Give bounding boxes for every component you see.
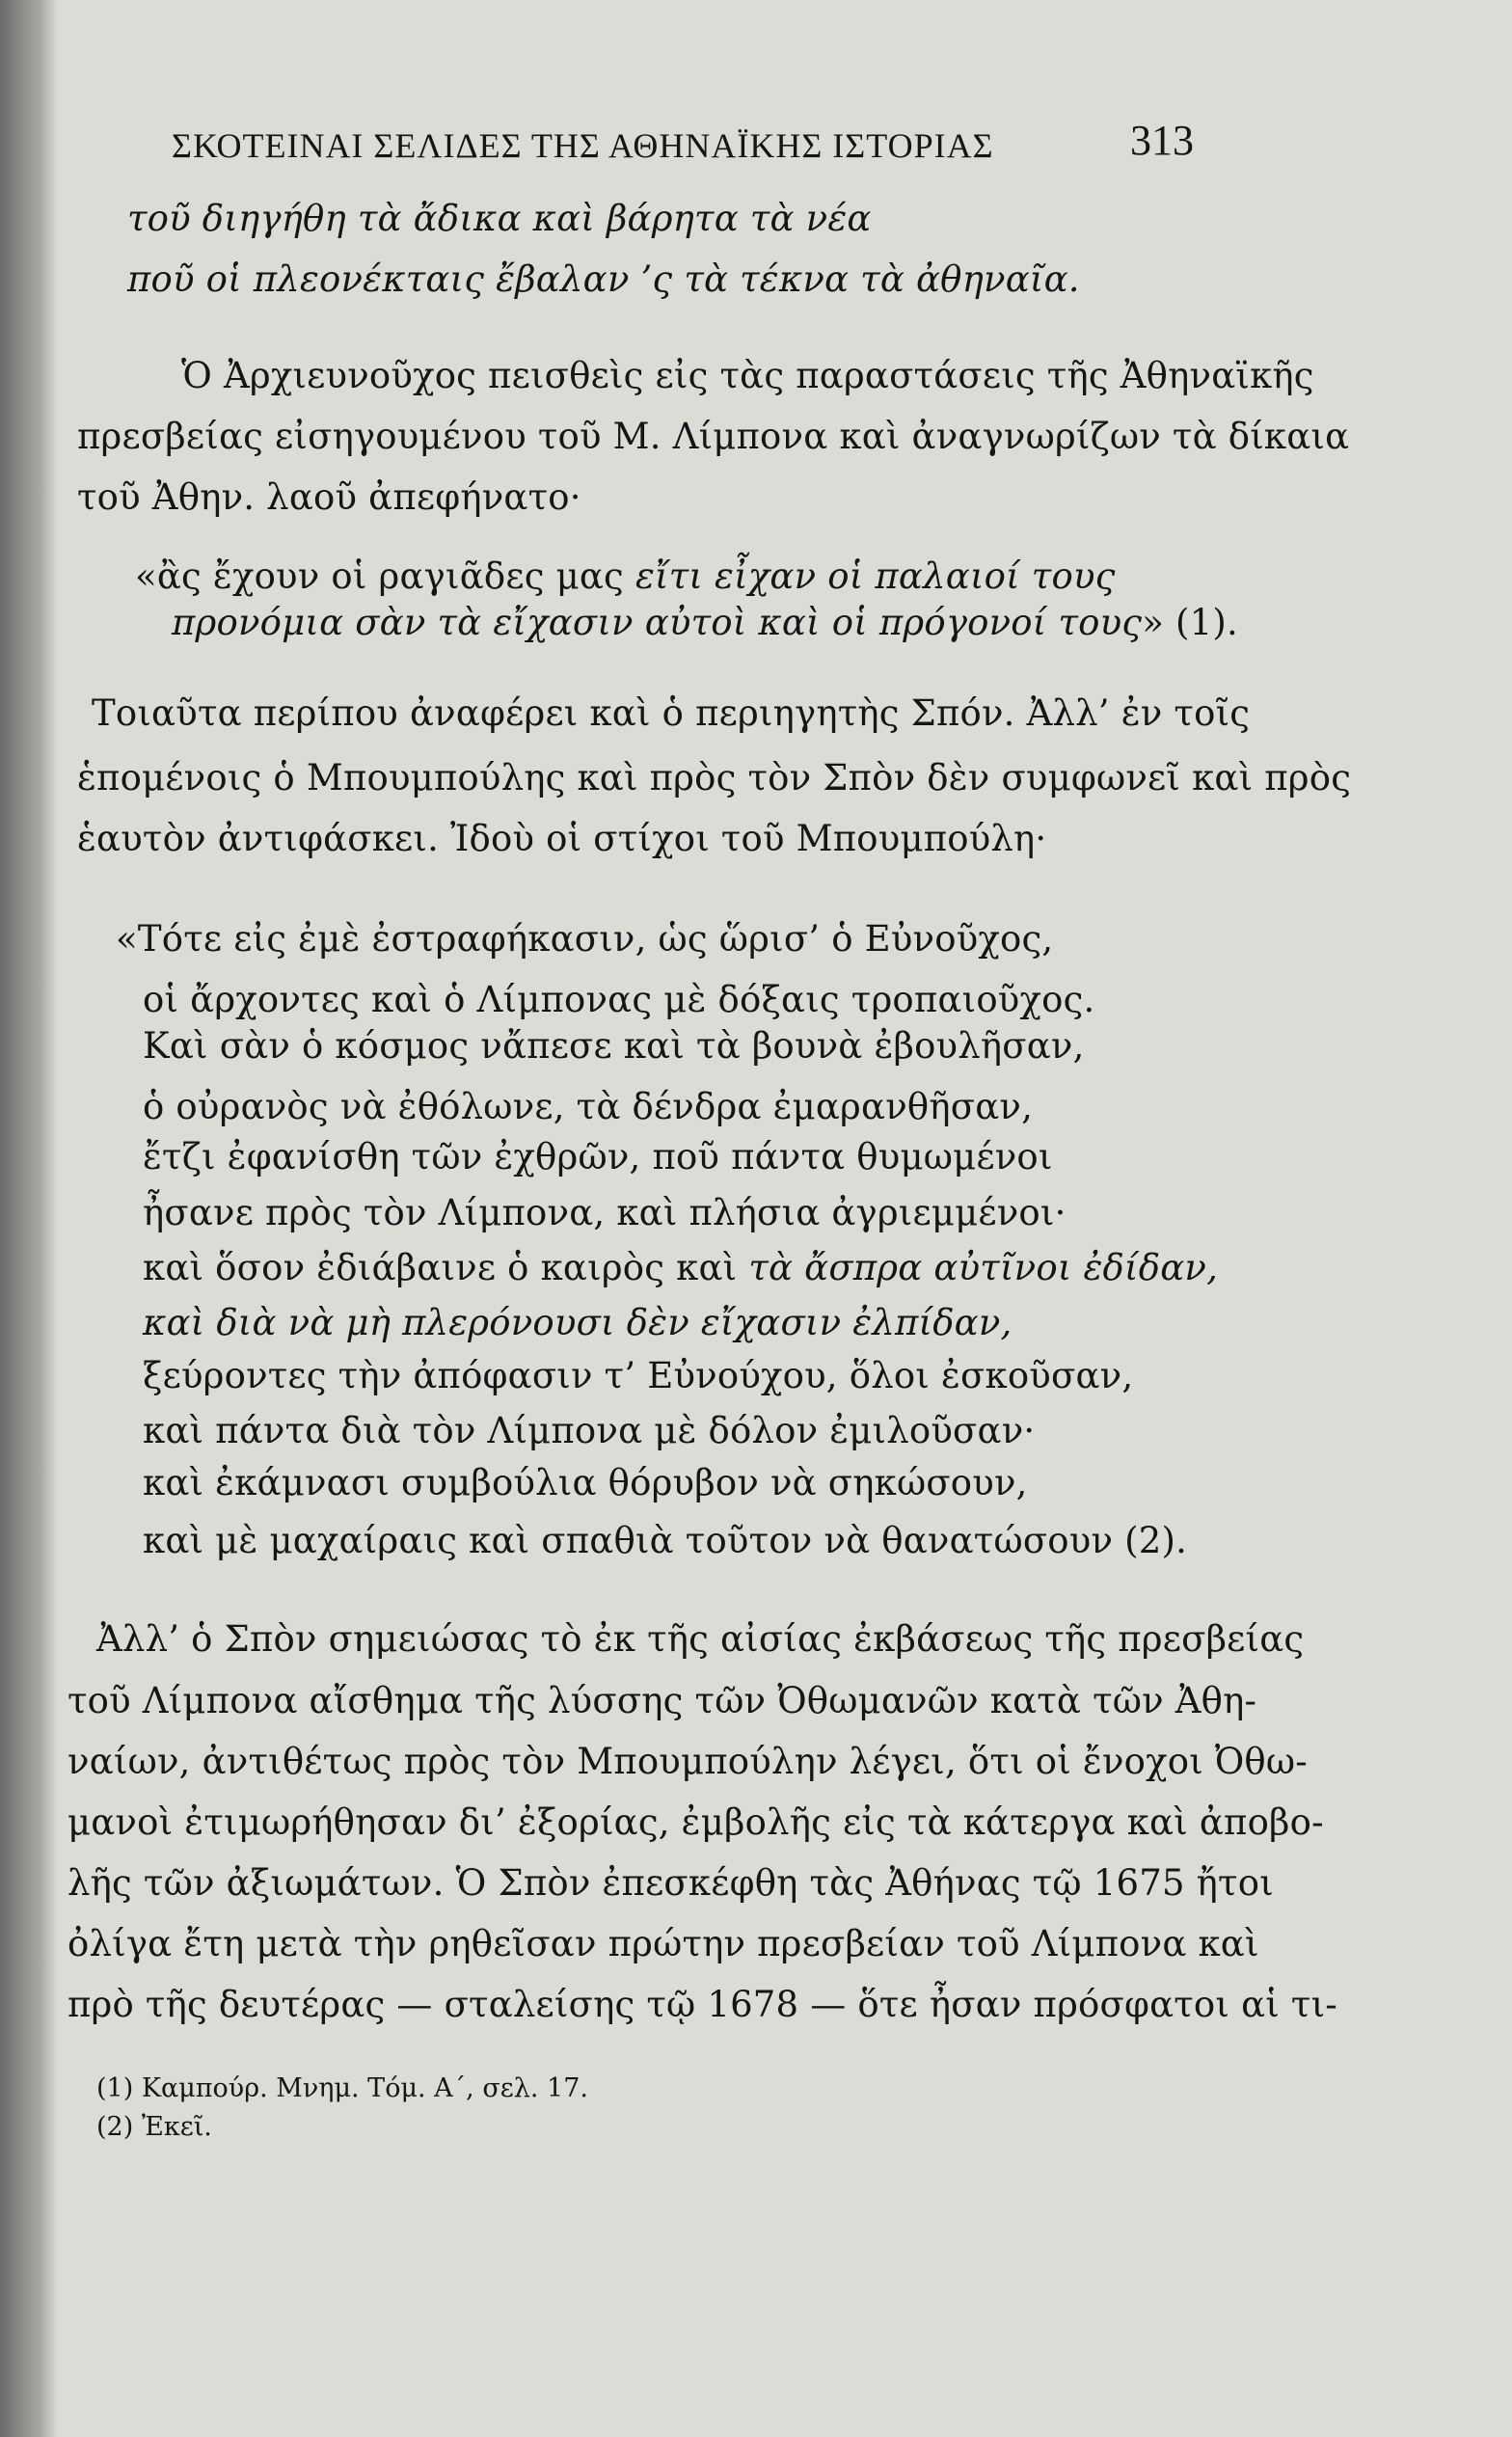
paragraph-line: πρὸ τῆς δευτέρας — σταλείσης τῷ 1678 — ὅτε ἦσαν πρόσφατοι αἱ τι- <box>68 1984 1337 2025</box>
poem-line: Καὶ σὰν ὁ κόσμος νἄπεσε καὶ τὰ βουνὰ ἐβουλῆσαν, <box>143 1025 1085 1067</box>
page-gutter-shadow <box>0 0 58 2437</box>
footnote: (1) Καμπούρ. Μνημ. Τόμ. Α΄, σελ. 17. <box>96 2073 588 2103</box>
verse-line: τοῦ διηγήθη τὰ ἄδικα καὶ βάρητα τὰ νέα <box>127 198 872 239</box>
poem-line: καὶ ἐκάμνασι συμβούλια θόρυβον νὰ σηκώσουν, <box>143 1462 1028 1503</box>
page-header <box>172 116 1194 183</box>
poem-line: οἱ ἄρχοντες καὶ ὁ Λίμπονας μὲ δόξαις τροπαιοῦχος. <box>143 979 1095 1020</box>
paragraph-line: μανοὶ ἐτιμωρήθησαν δι’ ἐξορίας, ἐμβολῆς εἰς τὰ κάτεργα καὶ ἀποβο- <box>68 1801 1324 1843</box>
poem-line: «Τότε εἰς ἐμὲ ἐστραφήκασιν, ὡς ὥρισ’ ὁ Εὐνοῦχος, <box>116 918 1054 960</box>
poem-line: καὶ διὰ νὰ μὴ πλερόνουσι δὲν εἴχασιν ἐλπίδαν, <box>143 1302 1012 1343</box>
footnote: (2) Ἐκεῖ. <box>96 2112 212 2142</box>
poem-line: ἦσανε πρὸς τὸν Λίμπονα, καὶ πλήσια ἀγριεμμένοι· <box>143 1192 1066 1233</box>
paragraph-line: ὀλίγα ἔτη μετὰ τὴν ρηθεῖσαν πρώτην πρεσβείαν τοῦ Λίμπονα καὶ <box>68 1923 1259 1964</box>
poem-line: ἔτζι ἐφανίσθη τῶν ἐχθρῶν, ποῦ πάντα θυμωμένοι <box>143 1136 1053 1178</box>
paragraph-line: ἑαυτὸν ἀντιφάσκει. Ἰδοὺ οἱ στίχοι τοῦ Μπουμπούλη· <box>77 818 1047 859</box>
running-head: ΣΚΟΤΕΙΝΑΙ ΣΕΛΙΔΕΣ ΤΗΣ ΑΘΗΝΑΪΚΗΣ ΙΣΤΟΡΙΑΣ <box>172 126 994 165</box>
paragraph-line: τοῦ Λίμπονα αἴσθημα τῆς λύσσης τῶν Ὀθωμανῶν κατὰ τῶν Ἀθη- <box>68 1680 1257 1721</box>
page-number: 313 <box>1130 117 1194 164</box>
paragraph-line: Ἀλλ’ ὁ Σπὸν σημειώσας τὸ ἐκ τῆς αἰσίας ἐκβάσεως τῆς πρεσβείας <box>96 1618 1305 1660</box>
paragraph-line: ἑπομένοις ὁ Μπουμπούλης καὶ πρὸς τὸν Σπὸν δὲν συμφωνεῖ καὶ πρὸς <box>77 757 1352 799</box>
paragraph-line: ναίων, ἀντιθέτως πρὸς τὸν Μπουμπούλην λέγει, ὅτι οἱ ἔνοχοι Ὀθω- <box>68 1741 1308 1782</box>
poem-line: ξεύροντες τὴν ἀπόφασιν τ’ Εὐνούχου, ὅλοι ἐσκοῦσαν, <box>143 1355 1134 1396</box>
paragraph-line: πρεσβείας εἰσηγουμένου τοῦ Μ. Λίμπονα καὶ ἀναγνωρίζων τὰ δίκαια <box>77 416 1350 457</box>
poem-line: καὶ μὲ μαχαίραις καὶ σπαθιὰ τοῦτον νὰ θανατώσουν (2). <box>143 1520 1188 1561</box>
poem-line: καὶ πάντα διὰ τὸν Λίμπονα μὲ δόλον ἐμιλοῦσαν· <box>143 1410 1036 1451</box>
paragraph-line: Τοιαῦτα περίπου ἀναφέρει καὶ ὁ περιηγητὴς Σπόν. Ἀλλ’ ἐν τοῖς <box>92 692 1251 734</box>
poem-line: ὁ οὐρανὸς νὰ ἐθόλωνε, τὰ δένδρα ἐμαρανθῆσαν, <box>143 1086 1034 1127</box>
poem-line <box>143 1247 1218 1288</box>
paragraph-line: τοῦ Ἀθην. λαοῦ ἀπεφήνατο· <box>77 476 581 518</box>
quote-line <box>172 602 1238 643</box>
verse-line: ποῦ οἱ πλεονέκταις ἔβαλαν ’ς τὰ τέκνα τὰ ἀθηναῖα. <box>127 258 1080 300</box>
paragraph-line: Ὁ Ἀρχιευνοῦχος πεισθεὶς εἰς τὰς παραστάσεις τῆς Ἀθηναϊκῆς <box>181 355 1314 396</box>
poem-text: καὶ ὅσον ἐδιάβαινε ὁ καιρὸς καὶ <box>143 1247 749 1288</box>
quote-italic-text: εἴτι εἶχαν οἱ παλαιοί τους <box>634 555 1116 597</box>
quote-text: » (1). <box>1142 602 1238 643</box>
quote-line <box>135 555 1116 597</box>
quote-italic-text: προνόμια σὰν τὰ εἴχασιν αὐτοὶ καὶ οἱ πρόγονοί τους <box>172 602 1143 643</box>
poem-italic-text: τὰ ἄσπρα αὐτῖνοι ἐδίδαν, <box>748 1247 1219 1288</box>
paragraph-line: λῆς τῶν ἀξιωμάτων. Ὁ Σπὸν ἐπεσκέφθη τὰς Ἀθήνας τῷ 1675 ἤτοι <box>68 1862 1274 1904</box>
quote-text: «ἂς ἔχουν οἱ ραγιᾶδες μας <box>135 555 635 597</box>
